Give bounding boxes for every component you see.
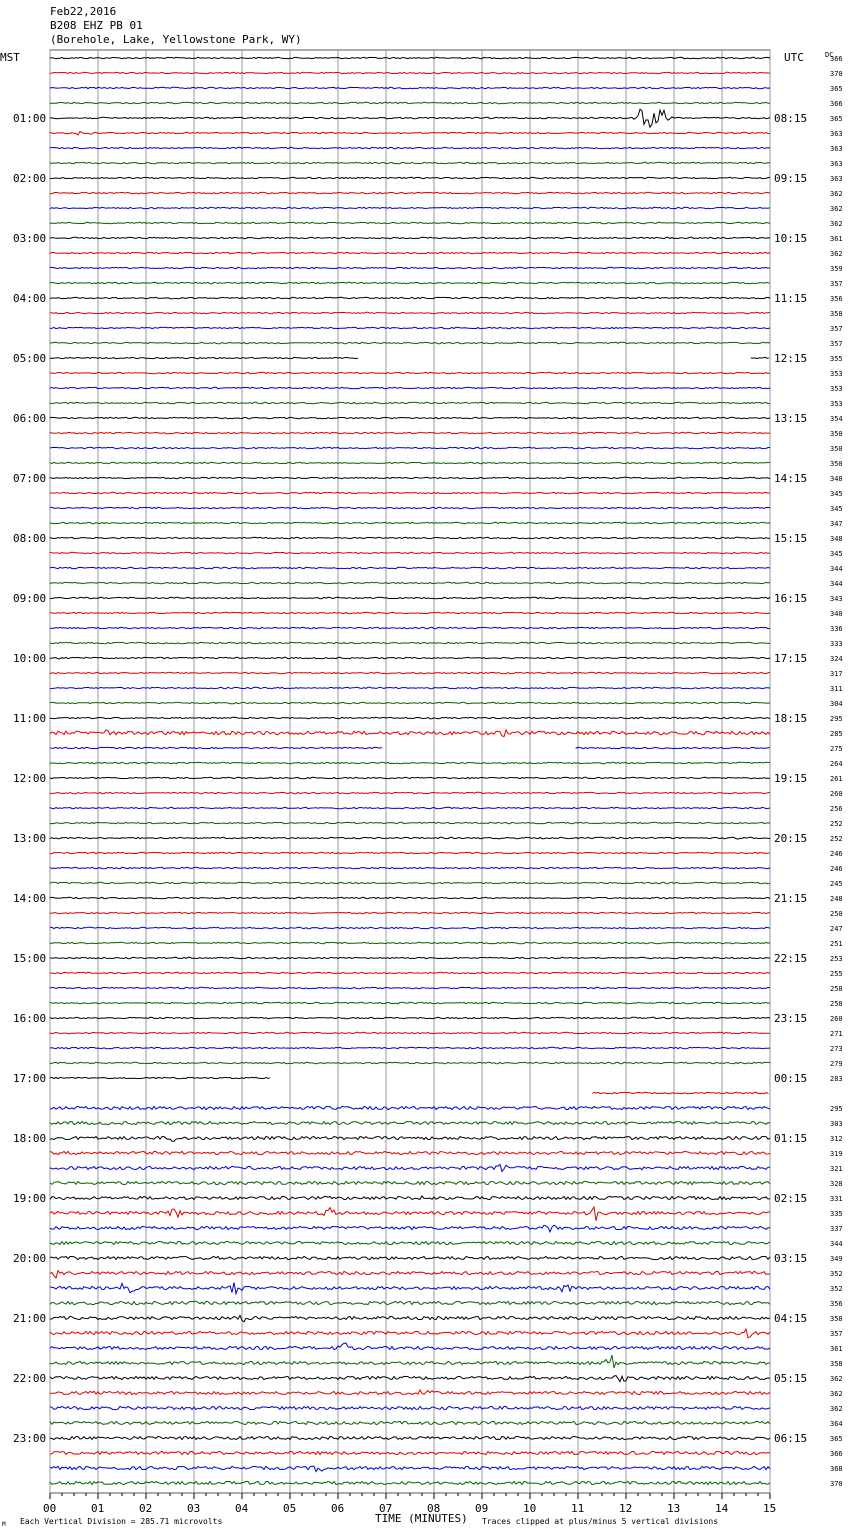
scale-note: Each Vertical Division = 285.71 microvolts bbox=[20, 1517, 223, 1526]
dc-offset-label: 348 bbox=[830, 475, 843, 483]
right-hour-label: 04:15 bbox=[774, 1312, 808, 1325]
dc-offset-label: 352 bbox=[830, 1285, 843, 1293]
x-tick-label: 04 bbox=[235, 1502, 249, 1515]
seismic-trace bbox=[50, 717, 770, 718]
dc-offset-label: 247 bbox=[830, 925, 843, 933]
x-tick-label: 02 bbox=[139, 1502, 153, 1515]
dc-offset-label: 356 bbox=[830, 1300, 843, 1308]
dc-offset-label: 365 bbox=[830, 1435, 843, 1443]
seismic-trace bbox=[50, 192, 770, 193]
seismic-trace bbox=[50, 1047, 770, 1048]
seismic-trace bbox=[50, 822, 770, 823]
dc-offset-label: 321 bbox=[830, 1165, 843, 1173]
seismic-trace bbox=[50, 597, 770, 598]
left-hour-label: 19:00 bbox=[13, 1192, 47, 1205]
seismic-trace bbox=[50, 342, 770, 343]
seismic-trace bbox=[50, 522, 770, 523]
dc-offset-label: 362 bbox=[830, 220, 843, 228]
left-hour-label: 20:00 bbox=[13, 1252, 47, 1265]
dc-offset-label: 258 bbox=[830, 1000, 843, 1008]
seismic-trace bbox=[50, 1271, 770, 1278]
dc-offset-label: 357 bbox=[830, 1330, 843, 1338]
left-hour-label: 15:00 bbox=[13, 952, 47, 965]
seismic-trace bbox=[50, 267, 770, 268]
left-hour-label: 04:00 bbox=[13, 292, 47, 305]
seismic-trace bbox=[751, 357, 769, 358]
seismic-trace bbox=[50, 1241, 770, 1244]
chart-station: B208 EHZ PB 01 bbox=[50, 19, 143, 32]
left-hour-label: 14:00 bbox=[13, 892, 47, 905]
dc-offset-label: 344 bbox=[830, 580, 843, 588]
dc-offset-label: 333 bbox=[830, 640, 843, 648]
left-hour-label: 18:00 bbox=[13, 1132, 47, 1145]
dc-offset-label: 337 bbox=[830, 1225, 843, 1233]
seismic-trace bbox=[50, 1062, 770, 1063]
left-hour-label: 13:00 bbox=[13, 832, 47, 845]
dc-offset-label: 350 bbox=[830, 430, 843, 438]
x-tick-label: 11 bbox=[571, 1502, 585, 1515]
corner-mark: M bbox=[2, 1521, 6, 1528]
seismic-trace bbox=[50, 837, 770, 839]
x-tick-label: 06 bbox=[331, 1502, 345, 1515]
seismic-trace bbox=[50, 1151, 770, 1154]
seismic-trace bbox=[50, 1343, 770, 1350]
dc-offset-label: 251 bbox=[830, 940, 843, 948]
right-hour-label: 17:15 bbox=[774, 652, 808, 665]
dc-header-label: DC bbox=[825, 51, 834, 59]
dc-offset-label: 362 bbox=[830, 190, 843, 198]
seismic-trace bbox=[50, 1355, 770, 1368]
seismic-trace bbox=[50, 582, 770, 583]
seismic-trace bbox=[50, 372, 770, 373]
seismic-trace bbox=[50, 777, 770, 778]
dc-offset-label: 358 bbox=[830, 1360, 843, 1368]
seismic-trace bbox=[50, 147, 770, 148]
seismic-trace bbox=[50, 1207, 770, 1221]
dc-offset-label: 365 bbox=[830, 115, 843, 123]
dc-offset-label: 350 bbox=[830, 445, 843, 453]
seismic-trace bbox=[50, 1315, 770, 1322]
dc-offset-label: 370 bbox=[830, 70, 843, 78]
seismic-trace bbox=[50, 109, 770, 127]
dc-offset-label: 358 bbox=[830, 310, 843, 318]
x-tick-label: 10 bbox=[523, 1502, 537, 1515]
seismic-trace bbox=[50, 1481, 770, 1484]
dc-offset-label: 250 bbox=[830, 910, 843, 918]
seismic-trace bbox=[50, 1466, 770, 1471]
seismic-trace bbox=[50, 912, 770, 913]
seismic-trace bbox=[50, 1136, 770, 1141]
dc-offset-label: 245 bbox=[830, 880, 843, 888]
seismic-trace bbox=[50, 612, 770, 613]
dc-offset-label: 303 bbox=[830, 1120, 843, 1128]
seismic-trace bbox=[50, 1164, 770, 1171]
seismic-trace bbox=[50, 327, 770, 328]
dc-offset-label: 362 bbox=[830, 250, 843, 258]
seismic-trace bbox=[50, 402, 770, 403]
seismic-trace bbox=[592, 1092, 768, 1093]
right-hour-label: 09:15 bbox=[774, 172, 808, 185]
seismic-trace bbox=[50, 627, 770, 628]
dc-offset-label: 363 bbox=[830, 145, 843, 153]
dc-offset-label: 366 bbox=[830, 100, 843, 108]
dc-offset-label: 264 bbox=[830, 760, 843, 768]
seismic-trace bbox=[50, 1301, 770, 1304]
seismic-trace bbox=[50, 1451, 770, 1454]
seismic-trace bbox=[50, 1436, 770, 1439]
dc-offset-label: 319 bbox=[830, 1150, 843, 1158]
dc-offset-label: 335 bbox=[830, 1210, 843, 1218]
left-hour-label: 22:00 bbox=[13, 1372, 47, 1385]
seismic-trace bbox=[50, 927, 770, 928]
seismic-trace bbox=[50, 537, 770, 538]
dc-offset-label: 312 bbox=[830, 1135, 843, 1143]
dc-offset-label: 347 bbox=[830, 520, 843, 528]
x-tick-label: 03 bbox=[187, 1502, 201, 1515]
right-hour-label: 11:15 bbox=[774, 292, 808, 305]
seismic-trace bbox=[50, 672, 770, 673]
seismic-trace bbox=[50, 987, 770, 988]
right-hour-label: 06:15 bbox=[774, 1432, 808, 1445]
right-hour-label: 20:15 bbox=[774, 832, 808, 845]
dc-offset-label: 328 bbox=[830, 1180, 843, 1188]
dc-offset-label: 252 bbox=[830, 835, 843, 843]
seismic-trace bbox=[50, 1283, 770, 1294]
seismic-trace bbox=[50, 57, 770, 58]
left-hour-label: 01:00 bbox=[13, 112, 47, 125]
seismic-trace bbox=[50, 492, 770, 493]
seismic-trace bbox=[50, 957, 770, 958]
dc-offset-label: 353 bbox=[830, 370, 843, 378]
dc-offset-label: 279 bbox=[830, 1060, 843, 1068]
dc-offset-label: 340 bbox=[830, 610, 843, 618]
seismic-trace bbox=[50, 1077, 270, 1078]
left-hour-label: 23:00 bbox=[13, 1432, 47, 1445]
dc-offset-label: 344 bbox=[830, 565, 843, 573]
dc-offset-label: 359 bbox=[830, 265, 843, 273]
dc-offset-label: 273 bbox=[830, 1045, 843, 1053]
seismic-trace bbox=[50, 237, 770, 238]
right-hour-label: 01:15 bbox=[774, 1132, 808, 1145]
x-tick-label: 13 bbox=[667, 1502, 681, 1515]
dc-offset-label: 336 bbox=[830, 625, 843, 633]
left-hour-label: 11:00 bbox=[13, 712, 47, 725]
dc-offset-label: 354 bbox=[830, 415, 843, 423]
x-tick-label: 05 bbox=[283, 1502, 297, 1515]
seismic-trace bbox=[50, 1002, 770, 1003]
right-hour-label: 02:15 bbox=[774, 1192, 808, 1205]
dc-offset-label: 353 bbox=[830, 385, 843, 393]
dc-offset-label: 345 bbox=[830, 550, 843, 558]
dc-offset-label: 260 bbox=[830, 790, 843, 798]
dc-offset-label: 248 bbox=[830, 895, 843, 903]
seismic-trace bbox=[50, 1032, 770, 1033]
left-hour-label: 12:00 bbox=[13, 772, 47, 785]
seismic-trace bbox=[576, 747, 770, 748]
seismic-trace bbox=[50, 387, 770, 388]
seismic-trace bbox=[50, 282, 770, 283]
seismic-trace bbox=[50, 162, 770, 163]
dc-offset-label: 366 bbox=[830, 1450, 843, 1458]
seismic-trace bbox=[50, 297, 770, 298]
dc-offset-label: 343 bbox=[830, 595, 843, 603]
seismic-trace bbox=[50, 552, 770, 553]
x-tick-label: 09 bbox=[475, 1502, 489, 1515]
x-tick-label: 07 bbox=[379, 1502, 393, 1515]
dc-offset-label: 362 bbox=[830, 205, 843, 213]
right-hour-label: 22:15 bbox=[774, 952, 808, 965]
seismic-trace bbox=[50, 867, 770, 868]
right-hour-label: 08:15 bbox=[774, 112, 808, 125]
dc-offset-label: 361 bbox=[830, 1345, 843, 1353]
seismic-trace bbox=[50, 1196, 770, 1200]
x-tick-label: 01 bbox=[91, 1502, 105, 1515]
seismic-trace bbox=[50, 567, 770, 568]
dc-offset-label: 324 bbox=[830, 655, 843, 663]
right-timezone-label: UTC bbox=[784, 51, 804, 64]
dc-offset-label: 255 bbox=[830, 970, 843, 978]
dc-offset-label: 368 bbox=[830, 1465, 843, 1473]
left-hour-label: 07:00 bbox=[13, 472, 47, 485]
right-hour-label: 21:15 bbox=[774, 892, 808, 905]
dc-offset-label: 357 bbox=[830, 340, 843, 348]
left-hour-label: 09:00 bbox=[13, 592, 47, 605]
left-hour-label: 03:00 bbox=[13, 232, 47, 245]
right-hour-label: 10:15 bbox=[774, 232, 808, 245]
seismic-trace bbox=[50, 507, 770, 508]
seismic-trace bbox=[50, 1106, 770, 1109]
dc-offset-label: 252 bbox=[830, 820, 843, 828]
seismic-trace bbox=[50, 1376, 770, 1382]
seismic-trace bbox=[50, 972, 770, 973]
seismic-trace bbox=[50, 747, 382, 748]
seismic-trace bbox=[50, 207, 770, 208]
dc-offset-label: 246 bbox=[830, 865, 843, 873]
right-hour-label: 03:15 bbox=[774, 1252, 808, 1265]
chart-date: Feb22,2016 bbox=[50, 5, 117, 18]
seismic-trace bbox=[50, 222, 770, 223]
left-hour-label: 02:00 bbox=[13, 172, 47, 185]
seismic-trace bbox=[50, 87, 770, 88]
dc-offset-label: 362 bbox=[830, 1405, 843, 1413]
dc-offset-label: 363 bbox=[830, 130, 843, 138]
dc-offset-label: 364 bbox=[830, 1420, 843, 1428]
seismic-trace bbox=[50, 417, 770, 418]
seismic-trace bbox=[50, 852, 770, 853]
dc-offset-label: 363 bbox=[830, 160, 843, 168]
left-timezone-label: MST bbox=[0, 51, 20, 64]
dc-offset-label: 253 bbox=[830, 955, 843, 963]
right-hour-label: 15:15 bbox=[774, 532, 808, 545]
dc-offset-label: 353 bbox=[830, 400, 843, 408]
seismic-trace bbox=[50, 807, 770, 808]
dc-offset-label: 357 bbox=[830, 280, 843, 288]
dc-offset-label: 362 bbox=[830, 1390, 843, 1398]
left-hour-label: 17:00 bbox=[13, 1072, 47, 1085]
right-hour-label: 16:15 bbox=[774, 592, 808, 605]
seismic-trace bbox=[50, 1121, 770, 1124]
right-hour-label: 18:15 bbox=[774, 712, 808, 725]
right-hour-label: 13:15 bbox=[774, 412, 808, 425]
right-hour-label: 05:15 bbox=[774, 1372, 808, 1385]
seismic-trace bbox=[50, 312, 770, 313]
left-hour-label: 06:00 bbox=[13, 412, 47, 425]
dc-offset-label: 362 bbox=[830, 1375, 843, 1383]
seismic-trace bbox=[50, 252, 770, 253]
seismic-trace bbox=[50, 1181, 770, 1184]
dc-offset-label: 356 bbox=[830, 295, 843, 303]
seismic-trace bbox=[50, 1390, 770, 1395]
dc-offset-label: 348 bbox=[830, 535, 843, 543]
dc-offset-label: 295 bbox=[830, 715, 843, 723]
dc-offset-label: 331 bbox=[830, 1195, 843, 1203]
dc-offset-label: 344 bbox=[830, 1240, 843, 1248]
dc-offset-label: 261 bbox=[830, 775, 843, 783]
dc-offset-label: 311 bbox=[830, 685, 843, 693]
seismic-trace bbox=[50, 897, 770, 898]
left-hour-label: 16:00 bbox=[13, 1012, 47, 1025]
seismic-trace bbox=[50, 762, 770, 763]
seismic-trace bbox=[50, 657, 770, 658]
dc-offset-label: 271 bbox=[830, 1030, 843, 1038]
right-hour-label: 00:15 bbox=[774, 1072, 808, 1085]
dc-offset-label: 317 bbox=[830, 670, 843, 678]
seismic-trace bbox=[50, 942, 770, 943]
dc-offset-label: 283 bbox=[830, 1075, 843, 1083]
left-hour-label: 08:00 bbox=[13, 532, 47, 545]
dc-offset-label: 304 bbox=[830, 700, 843, 708]
seismic-trace bbox=[50, 702, 770, 703]
dc-offset-label: 349 bbox=[830, 1255, 843, 1263]
dc-offset-label: 370 bbox=[830, 1480, 843, 1488]
x-tick-label: 00 bbox=[43, 1502, 57, 1515]
right-hour-label: 23:15 bbox=[774, 1012, 808, 1025]
left-hour-label: 21:00 bbox=[13, 1312, 47, 1325]
dc-offset-label: 285 bbox=[830, 730, 843, 738]
chart-location: (Borehole, Lake, Yellowstone Park, WY) bbox=[50, 33, 302, 46]
seismic-trace bbox=[50, 462, 770, 463]
plot-frame bbox=[50, 50, 770, 1493]
seismic-trace bbox=[50, 1329, 770, 1338]
x-axis-title: TIME (MINUTES) bbox=[375, 1512, 468, 1525]
seismic-trace bbox=[50, 882, 770, 883]
right-hour-label: 14:15 bbox=[774, 472, 808, 485]
dc-offset-label: 365 bbox=[830, 85, 843, 93]
dc-offset-label: 366 bbox=[830, 55, 843, 63]
dc-offset-label: 275 bbox=[830, 745, 843, 753]
dc-offset-label: 361 bbox=[830, 235, 843, 243]
left-hour-label: 05:00 bbox=[13, 352, 47, 365]
seismic-trace bbox=[50, 792, 770, 793]
seismic-trace bbox=[50, 102, 770, 103]
dc-offset-label: 260 bbox=[830, 1015, 843, 1023]
dc-offset-label: 246 bbox=[830, 850, 843, 858]
x-tick-label: 14 bbox=[715, 1502, 729, 1515]
seismic-trace bbox=[50, 1421, 770, 1424]
dc-offset-label: 352 bbox=[830, 1270, 843, 1278]
seismic-trace bbox=[50, 730, 770, 737]
seismic-trace bbox=[50, 177, 770, 178]
right-hour-label: 12:15 bbox=[774, 352, 808, 365]
dc-offset-label: 345 bbox=[830, 490, 843, 498]
seismic-trace bbox=[50, 357, 358, 358]
dc-offset-label: 350 bbox=[830, 460, 843, 468]
seismic-trace bbox=[50, 1406, 770, 1409]
seismic-trace bbox=[50, 432, 770, 433]
seismic-trace bbox=[50, 1225, 770, 1232]
dc-offset-label: 363 bbox=[830, 175, 843, 183]
dc-offset-label: 355 bbox=[830, 355, 843, 363]
left-hour-label: 10:00 bbox=[13, 652, 47, 665]
dc-offset-label: 358 bbox=[830, 1315, 843, 1323]
clip-note: Traces clipped at plus/minus 5 vertical divisions bbox=[482, 1517, 719, 1526]
seismic-trace bbox=[50, 447, 770, 448]
seismic-trace bbox=[50, 642, 770, 643]
seismic-trace bbox=[50, 1017, 770, 1018]
x-tick-label: 15 bbox=[763, 1502, 777, 1515]
dc-offset-label: 295 bbox=[830, 1105, 843, 1113]
dc-offset-label: 258 bbox=[830, 985, 843, 993]
x-tick-label: 08 bbox=[427, 1502, 441, 1515]
right-hour-label: 19:15 bbox=[774, 772, 808, 785]
dc-offset-label: 357 bbox=[830, 325, 843, 333]
dc-offset-label: 256 bbox=[830, 805, 843, 813]
seismic-trace bbox=[50, 477, 770, 478]
seismic-trace bbox=[50, 687, 770, 688]
dc-offset-label: 345 bbox=[830, 505, 843, 513]
seismic-trace bbox=[50, 1256, 770, 1259]
seismic-trace bbox=[50, 72, 770, 73]
seismic-trace bbox=[50, 131, 770, 135]
x-tick-label: 12 bbox=[619, 1502, 633, 1515]
